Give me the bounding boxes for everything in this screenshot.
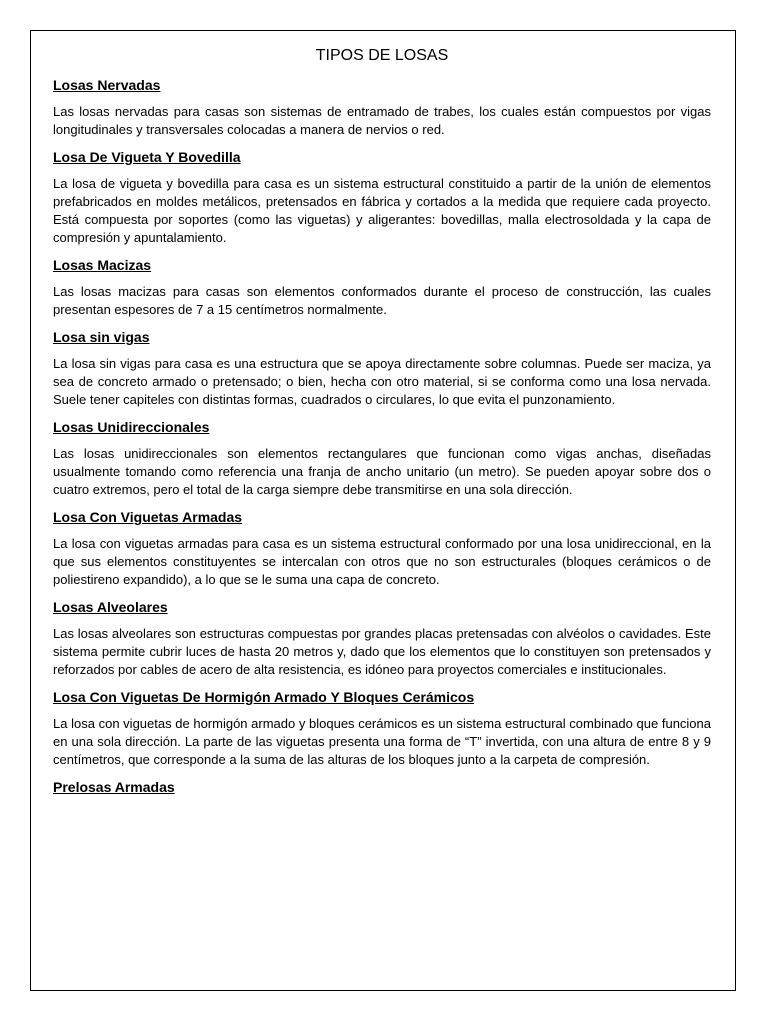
section-losas-alveolares: [53, 597, 711, 679]
section-heading: Losa Con Viguetas Armadas: [53, 509, 243, 525]
section-heading: Losa Con Viguetas De Hormigón Armado Y Bloques Cerámicos: [53, 689, 475, 705]
section-body: Las losas unidireccionales son elementos rectangulares que funcionan como vigas anchas, diseñadas usualmente tomando como referencia una franja de ancho unitario (un metro). Se pueden apoyar sobre dos o cuatro extremos, pero el total de la carga siempre debe transmitirse en una sola dirección.: [53, 446, 711, 497]
section-body: Las losas macizas para casas son elementos conformados durante el proceso de construcción, las cuales presentan espesores de 7 a 15 centímetros normalmente.: [53, 284, 711, 317]
section-body: La losa de vigueta y bovedilla para casa es un sistema estructural constituido a partir de la unión de elementos prefabricados en moldes metálicos, pretensados en fábrica y cortados a la medida que requiere cada proyecto. Está compuesta por soportes (como las viguetas) y aligerantes: bovedillas, malla electrosoldada y la capa de compresión y apuntalamiento.: [53, 176, 711, 245]
section-body: La losa con viguetas de hormigón armado y bloques cerámicos es un sistema estructural combinado que funciona en una sola dirección. La parte de las viguetas presenta una forma de “T” invertida, con una altura de entre 8 y 9 centímetros, que corresponde a la suma de las alturas de los bloques junto a la carpeta de compresión.: [53, 716, 711, 767]
document-content: [53, 44, 711, 805]
section-losas-unidireccionales: [53, 417, 711, 499]
section-losas-macizas: [53, 255, 711, 319]
section-losa-viguetas-armadas: [53, 507, 711, 589]
section-losa-sin-vigas: [53, 327, 711, 409]
section-body: La losa con viguetas armadas para casa es un sistema estructural conformado por una losa unidireccional, en la que sus elementos constituyentes se intercalan con otros que no son estructurales (bloques cerámicos o de poliestireno expandido), a lo que se le suma una capa de concreto.: [53, 536, 711, 587]
section-body: Las losas alveolares son estructuras compuestas por grandes placas pretensadas con alvéolos o cavidades. Este sistema permite cubrir luces de hasta 20 metros y, dado que los elementos que lo constituyen son pretensados y reforzados por cables de acero de alta resistencia, es idóneo para proyectos comerciales e institucionales.: [53, 626, 711, 677]
document-title: TIPOS DE LOSAS: [315, 47, 449, 64]
section-heading: Losas Macizas: [53, 257, 152, 273]
section-losas-nervadas: [53, 75, 711, 139]
section-heading: Losa sin vigas: [53, 329, 150, 345]
section-losa-vigueta-bovedilla: [53, 147, 711, 247]
section-body: Las losas nervadas para casas son sistemas de entramado de trabes, los cuales están compuestos por vigas longitudinales y transversales colocadas a manera de nervios o red.: [53, 104, 711, 137]
section-heading: Losa De Vigueta Y Bovedilla: [53, 149, 241, 165]
section-heading: Losas Alveolares: [53, 599, 168, 615]
section-prelosas-armadas: [53, 777, 711, 797]
section-heading: Prelosas Armadas: [53, 779, 175, 795]
section-heading: Losas Unidireccionales: [53, 419, 210, 435]
section-heading: Losas Nervadas: [53, 77, 161, 93]
section-body: La losa sin vigas para casa es una estructura que se apoya directamente sobre columnas. Puede ser maciza, ya sea de concreto armado o pretensado; o bien, hecha con otro material, si se conforma como una losa nervada. Suele tener capiteles con distintas formas, cuadrados o circulares, lo que evita el punzonamiento.: [53, 356, 711, 407]
section-losa-viguetas-hormigon: [53, 687, 711, 769]
